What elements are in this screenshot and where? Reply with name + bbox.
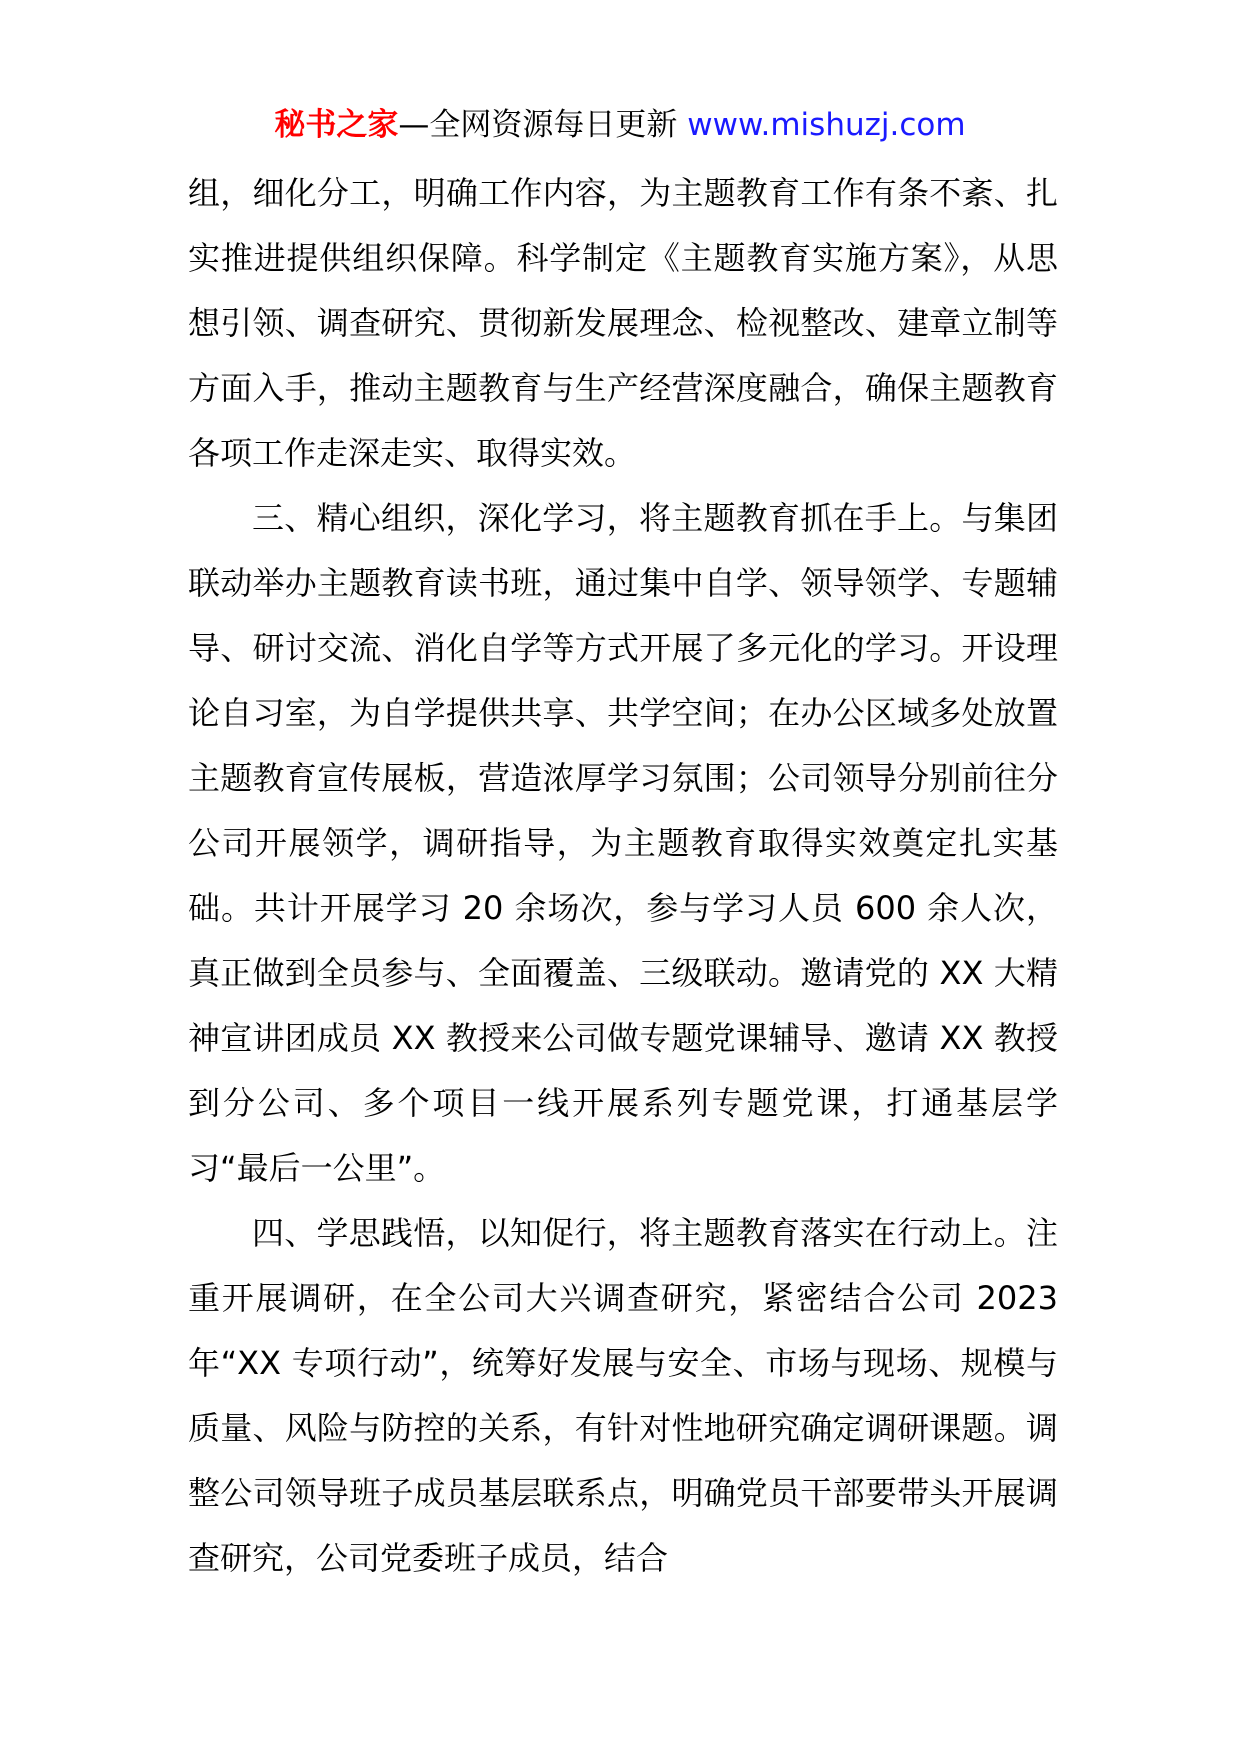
header-tagline: —全网资源每日更新: [398, 107, 678, 143]
paragraph-section-three: 三、精心组织，深化学习，将主题教育抓在手上。与集团联动举办主题教育读书班，通过集中自学、领导领学、专题辅导、研讨交流、消化自学等方式开展了多元化的学习。开设理论自习室，为自学提供共享、共学空间；在办公区域多处放置主题教育宣传展板，营造浓厚学习氛围；公司领导分别前往分公司开展领学，调研指导，为主题教育取得实效奠定扎实基础。共计开展学习 20 余场次，参与学习人员 600 余人次，真正做到全员参与、全面覆盖、三级联动。邀请党的 XX 大精神宣讲团成员 XX 教授来公司做专题党课辅导、邀请 XX 教授到分公司、多个项目一线开展系列专题党课，打通基层学习“最后一公里”。: [188, 499, 1058, 1187]
page-header: [0, 100, 1240, 150]
paragraph-section-four: 四、学思践悟，以知促行，将主题教育落实在行动上。注重开展调研，在全公司大兴调查研究，紧密结合公司 2023 年“XX 专项行动”，统筹好发展与安全、市场与现场、规模与质量、风险与防控的关系，有针对性地研究确定调研课题。调整公司领导班子成员基层联系点，明确党员干部要带头开展调查研究，公司党委班子成员，结合: [188, 1214, 1058, 1577]
paragraph-continued: 组，细化分工，明确工作内容，为主题教育工作有条不紊、扎实推进提供组织保障。科学制定《主题教育实施方案》，从思想引领、调查研究、贯彻新发展理念、检视整改、建章立制等方面入手，推动主题教育与生产经营深度融合，确保主题教育各项工作走深走实、取得实效。: [188, 174, 1058, 472]
brand-name: 秘书之家: [274, 107, 399, 143]
document-body: [188, 161, 1058, 1591]
site-url-link[interactable]: www.mishuzj.com: [687, 107, 966, 143]
